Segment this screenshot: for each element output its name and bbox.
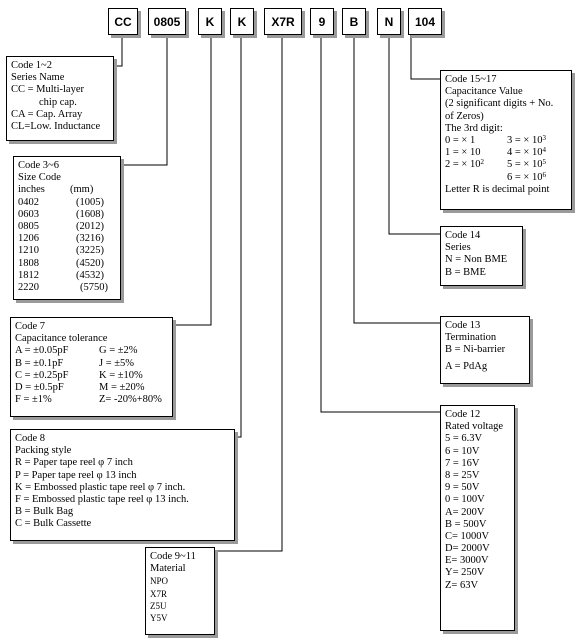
tolerance-right: G = ±2% <box>99 345 138 357</box>
size-title: Code 3~6 <box>18 160 59 171</box>
multiplier-right-base: 6 = × 10 <box>507 171 543 183</box>
tolerance-row <box>15 345 168 357</box>
voltage-line: C= 1000V <box>445 530 490 542</box>
multiplier-exponent: 5 <box>542 158 546 167</box>
multiplier-row <box>445 159 567 171</box>
connector-code-15-17 <box>411 35 440 79</box>
voltage-line: D= 2000V <box>445 543 490 555</box>
size-row <box>18 209 116 221</box>
multiplier-left: 0 = × 1 <box>445 134 476 146</box>
material-title: Code 9~11 <box>150 551 196 562</box>
voltage-line: 8 = 25V <box>445 469 480 481</box>
size-inch: 0805 <box>18 220 39 232</box>
bme-line: N = Non BME <box>445 254 508 266</box>
code-bme-text: N <box>384 14 394 29</box>
voltage-line: Rated voltage <box>445 421 504 433</box>
series-title: Code 1~2 <box>11 60 52 71</box>
multiplier-row <box>445 147 567 159</box>
code-box-packing <box>230 8 254 35</box>
multiplier-right <box>507 147 546 159</box>
code-capacitance-text: 104 <box>414 14 436 29</box>
voltage-title: Code 12 <box>445 409 481 420</box>
multiplier-right-base: 5 = × 10 <box>507 159 543 171</box>
size-inch: 1206 <box>18 233 39 245</box>
termination-box <box>440 316 530 384</box>
multiplier-row <box>445 135 567 147</box>
voltage-line: E= 3000V <box>445 555 489 567</box>
packing-subtitle: Packing style <box>15 445 72 457</box>
bme-line: Series <box>445 242 471 254</box>
connector-code-8 <box>234 35 241 437</box>
bme-box <box>440 226 523 286</box>
packing-line: R = Paper tape reel φ 7 inch <box>15 457 133 469</box>
termination-title: Code 13 <box>445 320 481 331</box>
tolerance-left: D = ±0.5pF <box>15 381 64 393</box>
tolerance-left: C = ±0.25pF <box>15 369 69 381</box>
packing-title: Code 8 <box>15 433 46 444</box>
termination-line: A = PdAg <box>445 360 488 372</box>
series-line: chip cap. <box>39 96 77 108</box>
size-header <box>18 184 116 196</box>
capacitance-footer: Letter R is decimal point <box>445 183 550 195</box>
series-line: Series Name <box>11 72 65 84</box>
tolerance-row <box>15 394 168 406</box>
tolerance-row <box>15 370 168 382</box>
series-line: CA = Cap. Array <box>11 108 83 120</box>
connector-code-7 <box>172 35 211 325</box>
multiplier-exponent: 3 <box>542 133 546 142</box>
material-line: NPO <box>150 576 169 587</box>
tolerance-right: Z= -20%+80% <box>99 394 162 406</box>
voltage-line: A= 200V <box>445 506 485 518</box>
tolerance-left: B = ±0.1pF <box>15 357 64 369</box>
code-box-voltage <box>310 8 334 35</box>
multiplier-left <box>445 159 507 171</box>
code-box-material <box>264 8 302 35</box>
voltage-line: Z= 63V <box>445 579 479 591</box>
tolerance-subtitle: Capacitance tolerance <box>15 333 108 345</box>
size-mm: (3225) <box>76 245 104 257</box>
multiplier-exponent: 4 <box>542 146 546 155</box>
code-tolerance-text: K <box>205 14 215 29</box>
packing-line: K = Embossed plastic tape reel φ 7 inch. <box>15 481 186 493</box>
size-subtitle: Size Code <box>18 172 61 184</box>
material-line: X7R <box>150 588 168 599</box>
capacitance-line: Capacitance Value <box>445 86 523 98</box>
size-header-mm: (mm) <box>70 184 94 196</box>
voltage-line: B = 500V <box>445 518 487 530</box>
size-inch: 1210 <box>18 245 39 257</box>
size-row <box>18 245 116 257</box>
packing-line: B = Bulk Bag <box>15 506 74 518</box>
size-row <box>18 233 116 245</box>
size-mm: (5750) <box>80 281 108 293</box>
multiplier-left: 1 = × 10 <box>445 147 481 159</box>
size-inch: 2220 <box>18 281 39 293</box>
series-name-box <box>6 56 114 141</box>
bme-title: Code 14 <box>445 230 481 241</box>
code-material-text: X7R <box>271 14 295 29</box>
multiplier-exponent: 6 <box>542 170 546 179</box>
termination-line: Termination <box>445 332 497 344</box>
voltage-box <box>440 405 515 631</box>
packing-line: C = Bulk Cassette <box>15 518 92 530</box>
capacitance-line: (2 significant digits + No. <box>445 98 554 110</box>
capacitance-line: The 3rd digit: <box>445 122 503 134</box>
voltage-line: 7 = 16V <box>445 457 480 469</box>
series-line: CC = Multi-layer <box>11 84 84 96</box>
code-box-capacitance <box>408 8 442 35</box>
tolerance-right: K = ±10% <box>99 369 143 381</box>
multiplier-right <box>507 159 546 171</box>
voltage-line: 9 = 50V <box>445 482 480 494</box>
capacitance-box <box>440 70 572 210</box>
tolerance-left: F = ±1% <box>15 394 52 406</box>
multiplier-right-base: 3 = × 10 <box>507 134 543 146</box>
series-line: CL=Low. Inductance <box>11 120 101 132</box>
packing-box <box>10 429 235 541</box>
voltage-line: Y= 250V <box>445 567 485 579</box>
tolerance-box <box>10 317 173 417</box>
material-box <box>145 547 215 635</box>
size-inch: 1808 <box>18 257 39 269</box>
connector-code-1-2 <box>113 35 122 66</box>
tolerance-left: A = ±0.05pF <box>15 345 69 357</box>
multiplier-row <box>445 172 567 184</box>
multiplier-left <box>445 172 507 184</box>
tolerance-right: M = ±20% <box>99 381 145 393</box>
connector-code-12 <box>321 35 440 412</box>
material-subtitle: Material <box>150 563 186 575</box>
size-mm: (4520) <box>76 257 104 269</box>
connector-code-3-6 <box>120 35 167 165</box>
size-row <box>18 258 116 270</box>
size-mm: (2012) <box>76 220 104 232</box>
size-header-inches: inches <box>18 184 45 196</box>
code-box-series <box>108 8 138 35</box>
multiplier-right <box>507 135 546 147</box>
tolerance-title: Code 7 <box>15 321 46 332</box>
size-mm: (1608) <box>76 208 104 220</box>
code-size-text: 0805 <box>153 14 181 29</box>
size-inch: 0402 <box>18 196 39 208</box>
material-line: Y5V <box>150 612 168 623</box>
code-series-text: CC <box>114 14 132 29</box>
size-inch: 1812 <box>18 269 39 281</box>
size-code-box <box>13 156 121 300</box>
material-line: Z5U <box>150 600 167 611</box>
size-row <box>18 221 116 233</box>
tolerance-row <box>15 358 168 370</box>
tolerance-row <box>15 382 168 394</box>
voltage-line: 0 = 100V <box>445 494 485 506</box>
multiplier-right-base: 4 = × 10 <box>507 147 543 159</box>
multiplier-exponent: 2 <box>480 158 484 167</box>
code-packing-text: K <box>237 14 247 29</box>
size-inch: 0603 <box>18 208 39 220</box>
code-box-bme <box>377 8 401 35</box>
bme-line: B = BME <box>445 266 486 278</box>
code-box-tolerance <box>198 8 222 35</box>
code-box-termination <box>342 8 366 35</box>
packing-line: F = Embossed plastic tape reel φ 13 inch. <box>15 493 189 505</box>
multiplier-right <box>507 172 546 184</box>
tolerance-right: J = ±5% <box>99 357 135 369</box>
capacitance-line: of Zeros) <box>445 110 484 122</box>
size-mm: (1005) <box>76 196 104 208</box>
voltage-line: 6 = 10V <box>445 445 480 457</box>
size-row <box>18 197 116 209</box>
connector-code-13 <box>354 35 440 323</box>
code-termination-text: B <box>349 14 359 29</box>
size-mm: (4532) <box>76 269 104 281</box>
multiplier-left-base: 2 = × 10 <box>445 159 481 171</box>
size-row <box>18 282 116 294</box>
size-row <box>18 270 116 282</box>
packing-line: P = Paper tape reel φ 13 inch <box>15 469 137 481</box>
code-voltage-text: 9 <box>318 14 326 29</box>
code-box-size <box>148 8 186 35</box>
size-mm: (3216) <box>76 233 104 245</box>
capacitance-title: Code 15~17 <box>445 74 497 85</box>
connector-code-14 <box>389 35 440 234</box>
termination-line: B = Ni-barrier <box>445 344 506 356</box>
voltage-line: 5 = 6.3V <box>445 433 483 445</box>
